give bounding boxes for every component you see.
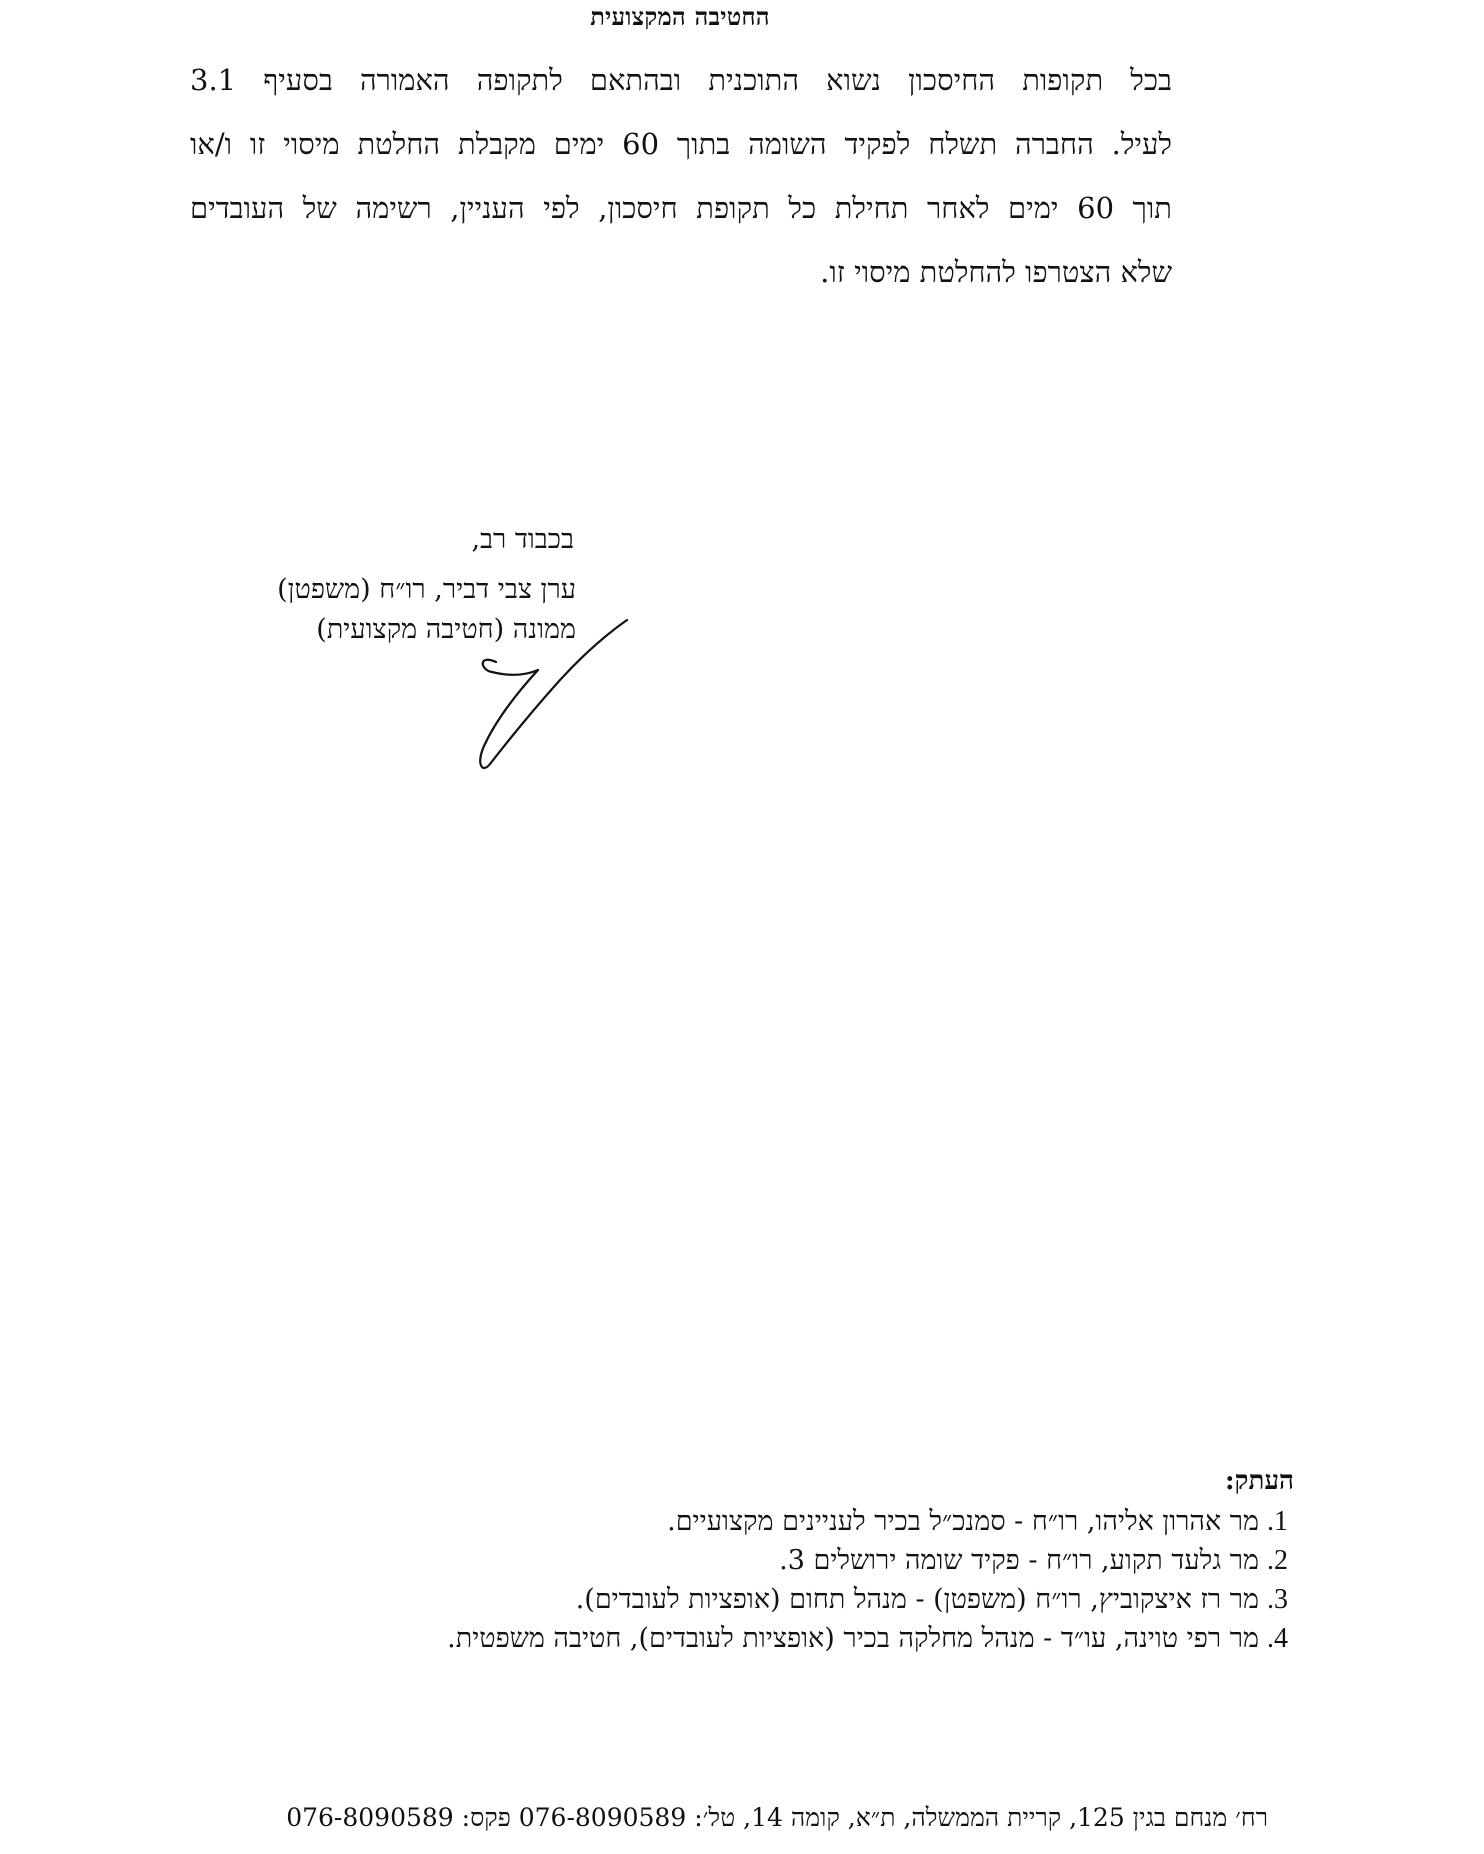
list-item xyxy=(447,1580,1288,1619)
cc-list xyxy=(447,1502,1288,1658)
cc-item-text: מר רז איצקוביץ, רו״ח (משפטן) - מנהל תחום (אופציות לעובדים). xyxy=(575,1584,1259,1615)
list-item xyxy=(447,1502,1288,1541)
body-line: לעיל. החברה תשלח לפקיד השומה בתוך 60 ימים מקבלת החלטת מיסוי זו ו/או xyxy=(190,127,1172,161)
handwritten-signature xyxy=(462,612,632,772)
closing-greeting: בכבוד רב, xyxy=(471,524,574,555)
cc-item-number: 3. xyxy=(1267,1584,1288,1615)
cc-item-text: מר רפי טוינה, עו״ד - מנהל מחלקה בכיר (אופציות לעובדים), חטיבה משפטית. xyxy=(447,1623,1259,1654)
list-item xyxy=(447,1541,1288,1580)
body-line: תוך 60 ימים לאחר תחילת כל תקופת חיסכון, לפי העניין, רשימה של העובדים xyxy=(190,191,1172,225)
cc-item-number: 2. xyxy=(1267,1545,1288,1576)
cc-item-text: מר גלעד תקוע, רו״ח - פקיד שומה ירושלים 3. xyxy=(779,1545,1259,1576)
signer-title: ממונה (חטיבה מקצועית) xyxy=(316,614,576,645)
signer-name: ערן צבי דביר, רו״ח (משפטן) xyxy=(277,574,576,605)
footer-address: רח׳ מנחם בגין 125, קריית הממשלה, ת״א, קומה 14, טל׳: 076-8090589 פקס: 076-8090589 xyxy=(286,1803,1268,1832)
body-line: שלא הצטרפו להחלטת מיסוי זו. xyxy=(820,255,1172,289)
cc-item-number: 1. xyxy=(1267,1506,1288,1537)
cc-heading: העתק: xyxy=(1224,1466,1294,1496)
cc-item-number: 4. xyxy=(1267,1623,1288,1654)
document-header: החטיבה המקצועית xyxy=(590,2,770,31)
list-item xyxy=(447,1619,1288,1658)
body-line: בכל תקופות החיסכון נשוא התוכנית ובהתאם לתקופה האמורה בסעיף 3.1 xyxy=(190,63,1172,97)
cc-item-text: מר אהרון אליהו, רו״ח - סמנכ״ל בכיר לעניינים מקצועיים. xyxy=(667,1506,1259,1537)
body-paragraph xyxy=(190,48,1172,304)
